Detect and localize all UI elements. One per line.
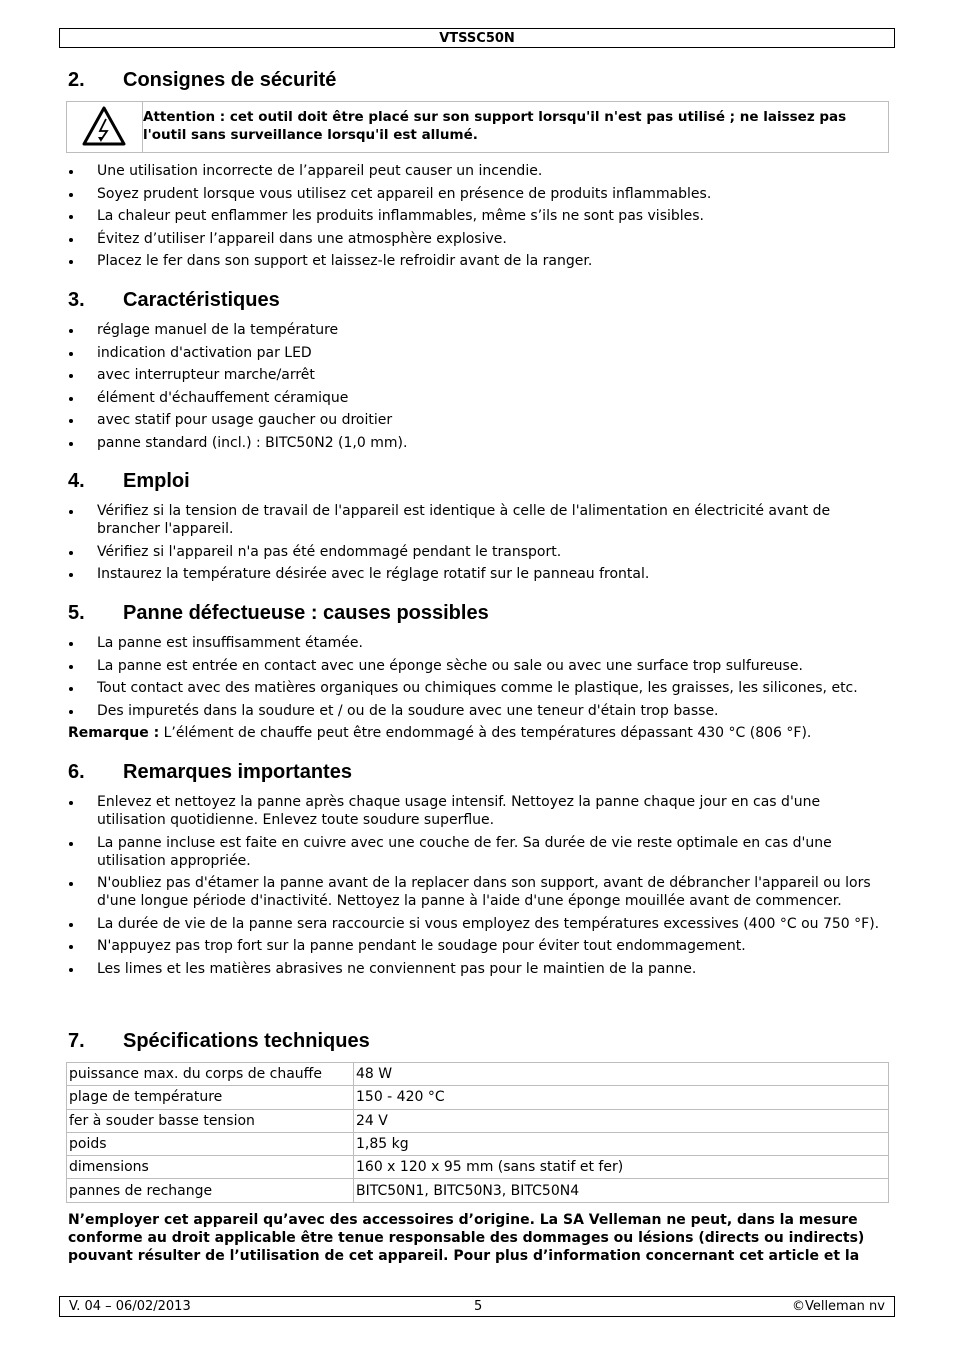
closing-notice: N’employer cet appareil qu’avec des accessoires d’origine. La SA Velleman ne peut, dans la mesure conforme au droit applicable être tenue responsable des dommages ou lésions (directs ou indirects) pouvant résulter de l’utilisation de cet appareil. Pour plus d’information concernant cet article et la bbox=[68, 1212, 865, 1264]
section-heading-defect bbox=[68, 601, 489, 625]
section-heading-safety bbox=[68, 68, 336, 92]
list-item: La chaleur peut enflammer les produits inflammables, même s’ils ne sont pas visibles. bbox=[68, 207, 888, 225]
warning-box bbox=[66, 101, 889, 153]
list-item: Soyez prudent lorsque vous utilisez cet appareil en présence de produits inflammables. bbox=[68, 185, 888, 203]
defect-list bbox=[68, 634, 888, 724]
notes-list bbox=[68, 793, 888, 983]
spec-value: 150 - 420 °C bbox=[354, 1086, 889, 1109]
list-item: N'oubliez pas d'étamer la panne avant de la replacer dans son support, avant de débrancher l'appareil ou lors d'une longue période d'inactivité. Nettoyez la panne à l'aide d'une éponge mouillée avant de commencer. bbox=[68, 874, 888, 910]
warning-text: Attention : cet outil doit être placé sur son support lorsqu'il n'est pas utilisé ; ne laissez pas l'outil sans surveillance lorsqu'il est allumé. bbox=[143, 109, 847, 143]
table-row bbox=[67, 1109, 889, 1132]
section-number: 4. bbox=[68, 470, 85, 492]
list-item: réglage manuel de la température bbox=[68, 321, 888, 339]
table-row bbox=[67, 1179, 889, 1202]
list-item: Tout contact avec des matières organiques ou chimiques comme le plastique, les graisses, les silicones, etc. bbox=[68, 679, 888, 697]
list-item: indication d'activation par LED bbox=[68, 344, 888, 362]
section-number: 3. bbox=[68, 289, 85, 311]
electrical-hazard-icon bbox=[67, 102, 142, 152]
features-list bbox=[68, 321, 888, 457]
page-footer bbox=[59, 1296, 895, 1317]
section-number: 5. bbox=[68, 602, 85, 624]
list-item: Enlevez et nettoyez la panne après chaque usage intensif. Nettoyez la panne chaque jour en cas d'une utilisation quotidienne. Enlevez toute soudure superflue. bbox=[68, 793, 888, 829]
spec-label: poids bbox=[67, 1132, 354, 1155]
list-item: Vérifiez si l'appareil n'a pas été endommagé pendant le transport. bbox=[68, 543, 888, 561]
list-item: panne standard (incl.) : BITC50N2 (1,0 mm). bbox=[68, 434, 888, 452]
spec-value: 24 V bbox=[354, 1109, 889, 1132]
spec-label: plage de température bbox=[67, 1086, 354, 1109]
table-row bbox=[67, 1156, 889, 1179]
version-date: V. 04 – 06/02/2013 bbox=[69, 1299, 191, 1314]
spec-value: BITC50N1, BITC50N3, BITC50N4 bbox=[354, 1179, 889, 1202]
list-item: La panne incluse est faite en cuivre avec une couche de fer. Sa durée de vie reste optimale en cas d'une utilisation appropriée. bbox=[68, 834, 888, 870]
section-title: Caractéristiques bbox=[123, 289, 280, 311]
section-heading-features bbox=[68, 288, 280, 312]
spec-value: 48 W bbox=[354, 1063, 889, 1086]
section-heading-specs bbox=[68, 1029, 370, 1053]
section-heading-usage bbox=[68, 469, 190, 493]
spec-label: fer à souder basse tension bbox=[67, 1109, 354, 1132]
list-item: Des impuretés dans la soudure et / ou de la soudure avec une teneur d'étain trop basse. bbox=[68, 702, 888, 720]
table-row bbox=[67, 1132, 889, 1155]
specs-table bbox=[66, 1062, 889, 1203]
safety-list bbox=[68, 162, 888, 275]
page-header bbox=[59, 28, 895, 48]
list-item: N'appuyez pas trop fort sur la panne pendant le soudage pour éviter tout endommagement. bbox=[68, 937, 888, 955]
section-heading-notes bbox=[68, 760, 352, 784]
spec-value: 160 x 120 x 95 mm (sans statif et fer) bbox=[354, 1156, 889, 1179]
list-item: élément d'échauffement céramique bbox=[68, 389, 888, 407]
model-name: VTSSC50N bbox=[439, 31, 515, 46]
spec-label: dimensions bbox=[67, 1156, 354, 1179]
list-item: Évitez d’utiliser l’appareil dans une atmosphère explosive. bbox=[68, 230, 888, 248]
table-row bbox=[67, 1086, 889, 1109]
remark-label: Remarque : bbox=[68, 725, 160, 741]
copyright: ©Velleman nv bbox=[791, 1299, 885, 1314]
remark bbox=[68, 724, 811, 742]
list-item: Une utilisation incorrecte de l’appareil peut causer un incendie. bbox=[68, 162, 888, 180]
list-item: avec interrupteur marche/arrêt bbox=[68, 366, 888, 384]
table-row bbox=[67, 1063, 889, 1086]
list-item: avec statif pour usage gaucher ou droitier bbox=[68, 411, 888, 429]
page-number: 5 bbox=[474, 1299, 483, 1314]
section-title: Spécifications techniques bbox=[123, 1030, 370, 1052]
section-number: 6. bbox=[68, 761, 85, 783]
section-title: Panne défectueuse : causes possibles bbox=[123, 602, 489, 624]
remark-text: L’élément de chauffe peut être endommagé à des températures dépassant 430 °C (806 °F). bbox=[159, 725, 812, 741]
usage-list bbox=[68, 502, 888, 588]
spec-value: 1,85 kg bbox=[354, 1132, 889, 1155]
list-item: La panne est insuffisamment étamée. bbox=[68, 634, 888, 652]
section-title: Remarques importantes bbox=[123, 761, 352, 783]
section-number: 7. bbox=[68, 1030, 85, 1052]
list-item: Vérifiez si la tension de travail de l'appareil est identique à celle de l'alimentation en électricité avant de brancher l'appareil. bbox=[68, 502, 888, 538]
list-item: Placez le fer dans son support et laissez-le refroidir avant de la ranger. bbox=[68, 252, 888, 270]
section-title: Consignes de sécurité bbox=[123, 69, 337, 91]
warning-cell bbox=[67, 102, 143, 152]
section-number: 2. bbox=[68, 69, 85, 91]
list-item: Les limes et les matières abrasives ne conviennent pas pour le maintien de la panne. bbox=[68, 960, 888, 978]
list-item: Instaurez la température désirée avec le réglage rotatif sur le panneau frontal. bbox=[68, 565, 888, 583]
spec-label: pannes de rechange bbox=[67, 1179, 354, 1202]
spec-label: puissance max. du corps de chauffe bbox=[67, 1063, 354, 1086]
list-item: La panne est entrée en contact avec une éponge sèche ou sale ou avec une surface trop sulfureuse. bbox=[68, 657, 888, 675]
list-item: La durée de vie de la panne sera raccourcie si vous employez des températures excessives (400 °C ou 750 °F). bbox=[68, 915, 888, 933]
section-title: Emploi bbox=[123, 470, 190, 492]
